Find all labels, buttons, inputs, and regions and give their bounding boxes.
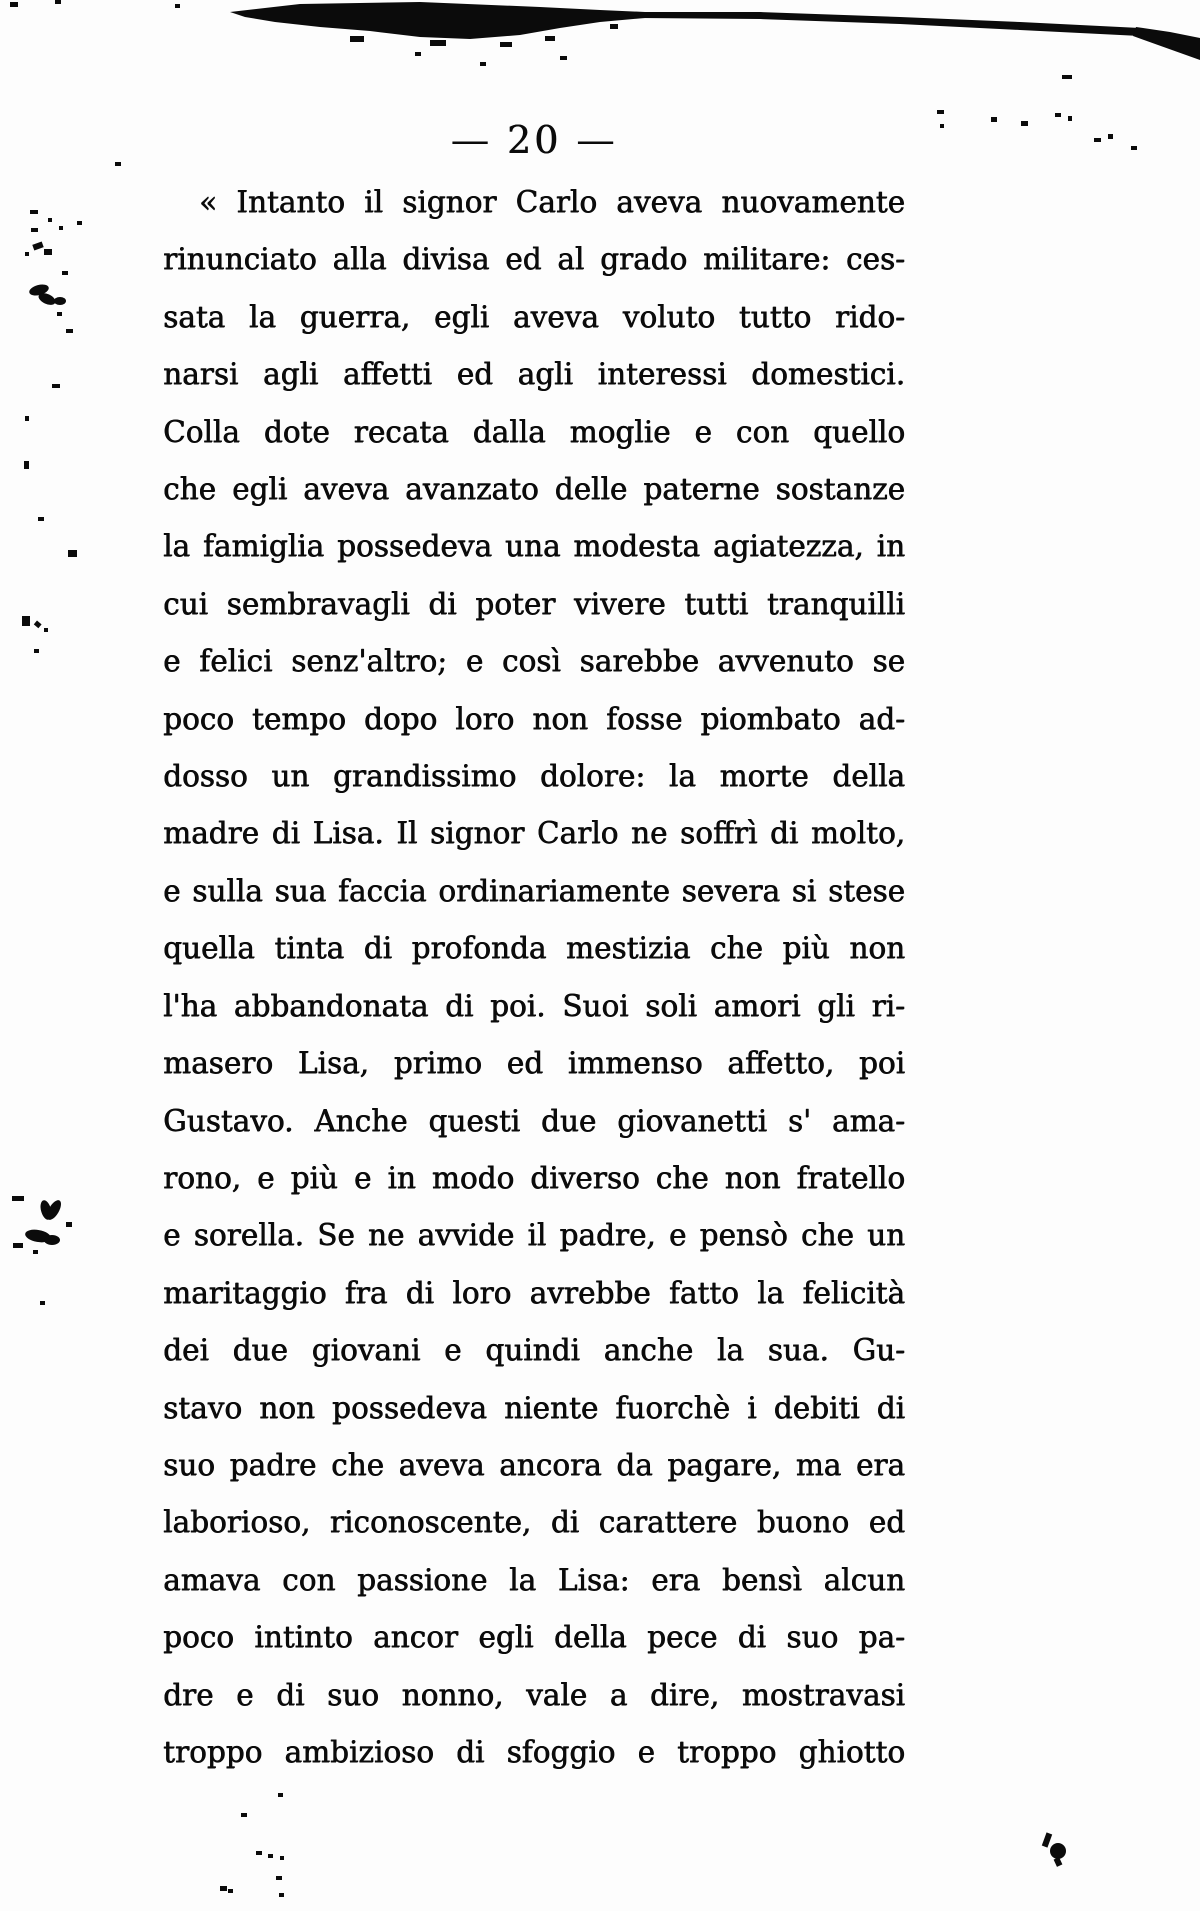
text-line: e sorella. Se ne avvide il padre, e pensò che un: [163, 1218, 905, 1253]
margin-specks-left: [22, 162, 121, 653]
text-line: laborioso, riconoscente, di carattere buono ed: [163, 1505, 905, 1540]
text-line: la famiglia possedeva una modesta agiatezza, in: [163, 529, 905, 564]
page-number: — 20 —: [450, 118, 618, 162]
text-line: l'ha abbandonata di poi. Suoi soli amori gli ri-: [163, 988, 905, 1023]
text-line: rono, e più e in modo diverso che non fratello: [163, 1160, 905, 1195]
text-line: dei due giovani e quindi anche la sua. Gu-: [163, 1333, 905, 1368]
margin-ink-blot: [12, 1196, 72, 1305]
text-line: narsi agli affetti ed agli interessi domestici.: [163, 357, 905, 392]
text-line: Gustavo. Anche questi due giovanetti s' ama-: [163, 1103, 905, 1138]
margin-specks-bottom-left: [220, 1793, 284, 1897]
text-line: dosso un grandissimo dolore: la morte della: [163, 759, 905, 794]
ink-mark-bottom-right: [1042, 1832, 1066, 1866]
text-line: e sulla sua faccia ordinariamente severa si stese: [163, 873, 905, 908]
text-line: poco intinto ancor egli della pece di suo pa-: [163, 1620, 905, 1655]
text-line: « Intanto il signor Carlo aveva nuovamente: [199, 185, 905, 219]
text-line: madre di Lisa. Il signor Carlo ne soffrì di molto,: [163, 816, 905, 851]
text-line: Colla dote recata dalla moglie e con quello: [163, 414, 905, 449]
text-line: amava con passione la Lisa: era bensì alcun: [163, 1562, 905, 1597]
scan-smudge-top: [10, 0, 1200, 66]
text-line: cui sembravagli di poter vivere tutti tranquilli: [163, 586, 905, 621]
text-line: dre e di suo nonno, vale a dire, mostravasi: [163, 1677, 905, 1712]
text-line: troppo ambizioso di sfoggio e troppo ghiotto: [163, 1734, 905, 1769]
margin-specks-right-top: [937, 75, 1200, 181]
page-text-block: [163, 174, 905, 1781]
text-line: sata la guerra, egli aveva voluto tutto rido-: [163, 299, 905, 334]
text-line: stavo non possedeva niente fuorchè i debiti di: [163, 1390, 905, 1425]
text-line: suo padre che aveva ancora da pagare, ma era: [163, 1447, 905, 1482]
text-line: che egli aveva avanzato delle paterne sostanze: [163, 472, 905, 507]
text-line: masero Lisa, primo ed immenso affetto, poi: [163, 1046, 905, 1081]
text-line: poco tempo dopo loro non fosse piombato ad-: [163, 701, 905, 736]
text-line: rinunciato alla divisa ed al grado militare: ces-: [163, 242, 905, 277]
text-line: quella tinta di profonda mestizia che più non: [163, 931, 905, 966]
text-line: maritaggio fra di loro avrebbe fatto la felicità: [163, 1275, 905, 1310]
text-line: e felici senz'altro; e così sarebbe avvenuto se: [163, 644, 905, 679]
